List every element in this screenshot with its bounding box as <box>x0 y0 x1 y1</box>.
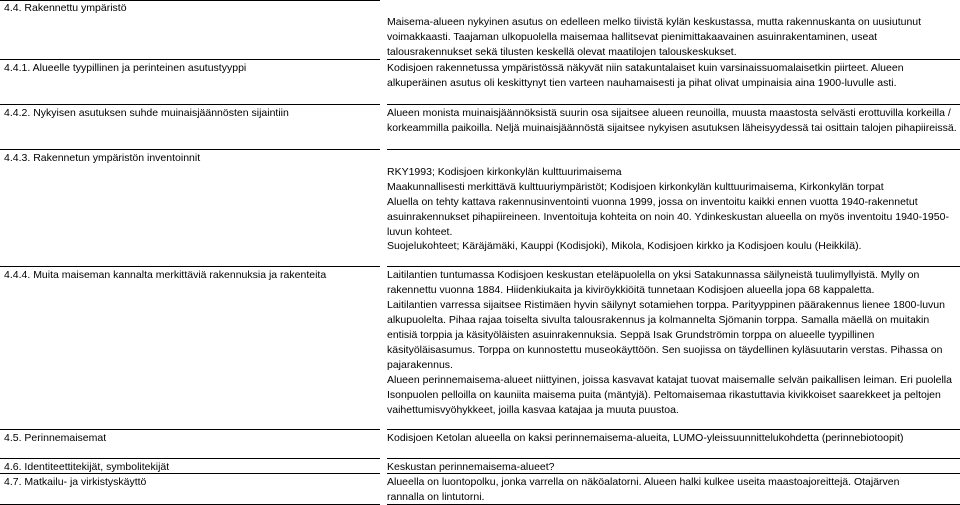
section-text-line: Alueella on luontopolku, jonka varrella on näköalatorni. Alueen halki kulkee useita maastoajoreittejä. Otajärven <box>387 476 900 488</box>
section-text-line: entisiä torppia ja käsityöläisten asuinrakennuksia. Seppä Isak Grundströmin torppa on alueelle tyypillinen <box>387 329 875 341</box>
section-text-line: käsityöläisasumus. Torppa on kunnostettu museokäyttöön. Sen suojissa on täydellinen kyläsuutarin verstas. Pihassa on <box>387 344 943 356</box>
section-text-line: Aluella on tehty kattava rakennusinventointi vuonna 1999, jossa on inventoitu kaikki ennen vuotta 1940-rakennetut <box>387 196 918 208</box>
row-divider <box>387 59 960 60</box>
section-text-line: voimakkaasti. Taajaman ulkopuolella maisemaa hallitsevat pienimittakaavainen asuinrakentaminen, useat <box>387 31 878 43</box>
section-text-line: alkupuolelta. Pihaa rajaa toiselta sivulta talousrakennus ja kolmannelta Sjömanin torppa. Samalla mäellä on muitakin <box>387 314 930 326</box>
row-divider <box>0 149 380 150</box>
row-divider <box>387 266 960 267</box>
section-text-line: Alueen perinnemaisema-alueet niittyinen, joissa kasvavat katajat tuovat maisemalle selvän paikallisen leiman. Eri puolella <box>387 374 952 386</box>
row-divider <box>0 266 380 267</box>
row-divider <box>0 458 380 459</box>
section-text-line: rannalla on lintutorni. <box>387 491 485 503</box>
section-heading-4-4-3: 4.4.3. Rakennetun ympäristön inventoinnit <box>4 152 201 164</box>
row-divider <box>387 104 960 105</box>
section-text-line: pajarakennus. <box>387 359 453 371</box>
section-text-line: talousrakennukset sekä tilusten keskellä olevat maatilojen talouskeskukset. <box>387 46 737 58</box>
section-text-line: Keskustan perinnemaisema-alueet? <box>387 461 555 473</box>
section-heading-4-4-1: 4.4.1. Alueelle tyypillinen ja perinteinen asutustyyppi <box>4 62 247 74</box>
section-heading-4-4: 4.4. Rakennettu ympäristö <box>4 2 127 14</box>
section-text-line: alkuperäinen asutus oli keskittynyt tien varteen nauhamaisesti ja pihat olivat umpinaisia aina 1900-luvulle asti. <box>387 77 897 89</box>
section-text-line: Laitilantien tuntumassa Kodisjoen keskustan eteläpuolella on yksi Satakunnassa säilyneistä tuulimyllyistä. Mylly on <box>387 269 920 281</box>
section-text-line: RKY1993; Kodisjoen kirkonkylän kulttuurimaisema <box>387 166 622 178</box>
section-text-line: Kodisjoen Ketolan alueella on kaksi perinnemaisema-alueita, LUMO-yleissuunnittelukohdetta (perinnebiotoopit) <box>387 432 904 444</box>
section-text-line: Suojelukohteet; Käräjämäki, Kauppi (Kodisjoki), Mikola, Kodisjoen kirkko ja Kodisjoen koulu (Heikkilä). <box>387 240 862 252</box>
section-heading-4-5: 4.5. Perinnemaisemat <box>4 432 107 444</box>
section-heading-4-4-4: 4.4.4. Muita maiseman kannalta merkittäviä rakennuksia ja rakenteita <box>4 269 327 281</box>
section-text-line: luvun kohteet. <box>387 226 453 238</box>
section-heading-4-7: 4.7. Matkailu- ja virkistyskäyttö <box>4 476 147 488</box>
section-text-line: asuinrakennukset pihapiireineen. Inventoituja kohteita on noin 40. Ydinkeskustan alueella on myös inventoitu 1940-1950- <box>387 211 949 223</box>
section-text-line: vaihettumisvyöhykkeet, joilla kasvaa katajaa ja muuta puustoa. <box>387 404 679 416</box>
row-divider <box>0 473 380 474</box>
section-text-line: Kodisjoen rakennetussa ympäristössä näkyvät niin satakuntalaiset kuin varsinaissuomalaisetkin piirteet. Alueen <box>387 62 904 74</box>
section-text-line: korkeammilla paikoilla. Neljä muinaisjäännöstä sijaitsee nykyisen asutuksen läheisyydessä tai osittain talojen pihapiireissä. <box>387 122 957 134</box>
section-text-line: Laitilantien varressa sijaitsee Ristimäen hyvin säilynyt sotamiehen torppa. Parityyppinen päärakennus lienee 1800-luvun <box>387 299 945 311</box>
section-text-line: Maakunnallisesti merkittävä kulttuuriympäristöt; Kodisjoen kirkonkylän kulttuurimaisema, Kirkonkylän torpat <box>387 181 884 193</box>
row-divider <box>387 429 960 430</box>
row-divider <box>387 473 960 474</box>
row-divider <box>387 458 960 459</box>
section-text-line: Alueen monista muinaisjäännöksistä suurin osa sijaitsee alueen reunoilla, muusta maastosta selvästi erottuvilla korkeilla / <box>387 107 951 119</box>
row-divider <box>0 429 380 430</box>
section-text-line: Maisema-alueen nykyinen asutus on edelleen melko tiivistä kylän keskustassa, mutta rakennuskanta on uusiutunut <box>387 16 922 28</box>
section-heading-4-6: 4.6. Identiteettitekijät, symbolitekijät <box>4 461 170 473</box>
row-divider <box>0 59 380 60</box>
section-text-line: Isonpuolen pelloilla on kauniita maisema puita (mäntyjä). Peltomaisemaa rikastuttavia kivikkoiset saarekkeet ja peltojen <box>387 389 941 401</box>
section-text-line: rakennettu vuonna 1884. Hiidenkiukaita ja kiviröykkiöitä tunnetaan Kodisjoen alueella jopa 68 kappaletta. <box>387 284 875 296</box>
section-heading-4-4-2: 4.4.2. Nykyisen asutuksen suhde muinaisjäännösten sijaintiin <box>4 107 289 119</box>
row-divider <box>387 149 960 150</box>
row-divider <box>0 104 380 105</box>
